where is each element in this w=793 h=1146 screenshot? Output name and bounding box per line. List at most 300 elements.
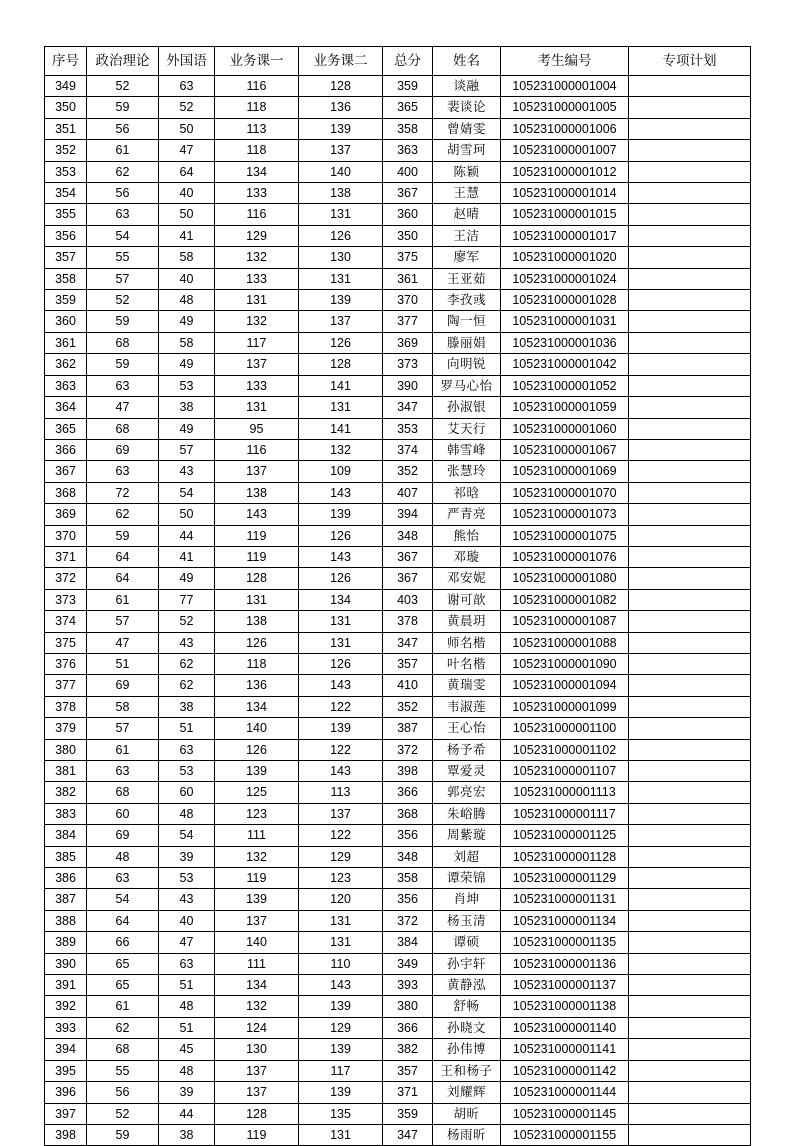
cell-major-subject-two: 139: [299, 118, 383, 139]
cell-major-subject-one: 116: [215, 76, 299, 97]
cell-politics: 55: [87, 1060, 159, 1081]
cell-foreign-language: 49: [159, 354, 215, 375]
cell-politics: 63: [87, 461, 159, 482]
cell-name: 覃爱灵: [433, 761, 501, 782]
cell-major-subject-two: 129: [299, 846, 383, 867]
cell-major-subject-one: 124: [215, 1017, 299, 1038]
cell-major-subject-one: 133: [215, 375, 299, 396]
cell-major-subject-two: 131: [299, 268, 383, 289]
cell-seq: 373: [45, 589, 87, 610]
cell-name: 王洁: [433, 225, 501, 246]
cell-special-plan: [629, 1082, 751, 1103]
cell-major-subject-one: 139: [215, 761, 299, 782]
cell-special-plan: [629, 1017, 751, 1038]
cell-total-score: 350: [383, 225, 433, 246]
cell-name: 张慧玲: [433, 461, 501, 482]
cell-special-plan: [629, 397, 751, 418]
score-table: [44, 46, 751, 1146]
table-row: [45, 825, 751, 846]
cell-special-plan: [629, 589, 751, 610]
cell-seq: 391: [45, 975, 87, 996]
cell-total-score: 352: [383, 696, 433, 717]
cell-major-subject-one: 133: [215, 183, 299, 204]
cell-major-subject-two: 139: [299, 718, 383, 739]
cell-politics: 57: [87, 611, 159, 632]
cell-total-score: 398: [383, 761, 433, 782]
cell-politics: 69: [87, 825, 159, 846]
cell-total-score: 359: [383, 1103, 433, 1124]
cell-major-subject-two: 131: [299, 397, 383, 418]
cell-seq: 385: [45, 846, 87, 867]
cell-total-score: 375: [383, 247, 433, 268]
cell-major-subject-one: 132: [215, 247, 299, 268]
cell-exam-number: 105231000001113: [501, 782, 629, 803]
cell-special-plan: [629, 675, 751, 696]
cell-major-subject-two: 126: [299, 568, 383, 589]
cell-special-plan: [629, 247, 751, 268]
cell-major-subject-two: 138: [299, 183, 383, 204]
cell-special-plan: [629, 761, 751, 782]
cell-major-subject-two: 143: [299, 546, 383, 567]
table-row: [45, 397, 751, 418]
cell-name: 邓璇: [433, 546, 501, 567]
cell-total-score: 410: [383, 675, 433, 696]
cell-major-subject-two: 122: [299, 696, 383, 717]
table-row: [45, 1039, 751, 1060]
cell-politics: 51: [87, 653, 159, 674]
cell-major-subject-one: 139: [215, 889, 299, 910]
cell-politics: 64: [87, 568, 159, 589]
cell-major-subject-one: 118: [215, 97, 299, 118]
cell-major-subject-two: 110: [299, 953, 383, 974]
cell-seq: 382: [45, 782, 87, 803]
cell-total-score: 353: [383, 418, 433, 439]
cell-major-subject-two: 131: [299, 932, 383, 953]
cell-total-score: 390: [383, 375, 433, 396]
table-row: [45, 1103, 751, 1124]
cell-exam-number: 105231000001087: [501, 611, 629, 632]
column-header-exam-number: 考生编号: [501, 47, 629, 76]
cell-total-score: 347: [383, 397, 433, 418]
cell-politics: 62: [87, 1017, 159, 1038]
cell-seq: 362: [45, 354, 87, 375]
cell-exam-number: 105231000001073: [501, 504, 629, 525]
cell-seq: 388: [45, 910, 87, 931]
cell-seq: 381: [45, 761, 87, 782]
table-row: [45, 354, 751, 375]
cell-seq: 352: [45, 140, 87, 161]
cell-exam-number: 105231000001136: [501, 953, 629, 974]
cell-major-subject-two: 120: [299, 889, 383, 910]
cell-exam-number: 105231000001155: [501, 1124, 629, 1145]
table-row: [45, 568, 751, 589]
cell-foreign-language: 53: [159, 868, 215, 889]
cell-foreign-language: 62: [159, 675, 215, 696]
cell-major-subject-one: 128: [215, 568, 299, 589]
cell-major-subject-two: 128: [299, 354, 383, 375]
cell-major-subject-two: 131: [299, 632, 383, 653]
cell-seq: 389: [45, 932, 87, 953]
cell-total-score: 352: [383, 461, 433, 482]
cell-major-subject-one: 128: [215, 1103, 299, 1124]
cell-foreign-language: 50: [159, 118, 215, 139]
cell-foreign-language: 48: [159, 996, 215, 1017]
cell-politics: 55: [87, 247, 159, 268]
cell-foreign-language: 39: [159, 846, 215, 867]
cell-total-score: 367: [383, 183, 433, 204]
cell-exam-number: 105231000001142: [501, 1060, 629, 1081]
cell-foreign-language: 58: [159, 332, 215, 353]
cell-politics: 54: [87, 225, 159, 246]
cell-foreign-language: 54: [159, 825, 215, 846]
cell-foreign-language: 48: [159, 290, 215, 311]
cell-total-score: 356: [383, 889, 433, 910]
cell-major-subject-one: 118: [215, 653, 299, 674]
cell-foreign-language: 40: [159, 910, 215, 931]
table-row: [45, 504, 751, 525]
column-header-special-plan: 专项计划: [629, 47, 751, 76]
cell-name: 廖军: [433, 247, 501, 268]
cell-politics: 64: [87, 910, 159, 931]
cell-name: 邓安妮: [433, 568, 501, 589]
cell-politics: 65: [87, 953, 159, 974]
cell-politics: 61: [87, 739, 159, 760]
cell-politics: 57: [87, 268, 159, 289]
cell-major-subject-one: 126: [215, 739, 299, 760]
cell-name: 胡雪珂: [433, 140, 501, 161]
cell-major-subject-one: 137: [215, 354, 299, 375]
cell-total-score: 367: [383, 546, 433, 567]
table-row: [45, 996, 751, 1017]
cell-exam-number: 105231000001140: [501, 1017, 629, 1038]
cell-politics: 63: [87, 204, 159, 225]
table-row: [45, 975, 751, 996]
cell-exam-number: 105231000001131: [501, 889, 629, 910]
cell-major-subject-one: 132: [215, 311, 299, 332]
cell-major-subject-one: 138: [215, 482, 299, 503]
cell-major-subject-two: 135: [299, 1103, 383, 1124]
cell-total-score: 356: [383, 825, 433, 846]
table-row: [45, 675, 751, 696]
cell-special-plan: [629, 97, 751, 118]
cell-foreign-language: 51: [159, 975, 215, 996]
cell-seq: 364: [45, 397, 87, 418]
cell-exam-number: 105231000001017: [501, 225, 629, 246]
table-row: [45, 611, 751, 632]
cell-total-score: 348: [383, 525, 433, 546]
column-header-seq: 序号: [45, 47, 87, 76]
cell-seq: 393: [45, 1017, 87, 1038]
cell-major-subject-two: 122: [299, 825, 383, 846]
cell-foreign-language: 50: [159, 204, 215, 225]
cell-seq: 363: [45, 375, 87, 396]
cell-politics: 68: [87, 418, 159, 439]
table-header: [45, 47, 751, 76]
cell-total-score: 357: [383, 653, 433, 674]
cell-major-subject-one: 126: [215, 632, 299, 653]
cell-major-subject-two: 139: [299, 996, 383, 1017]
cell-major-subject-one: 131: [215, 290, 299, 311]
cell-politics: 47: [87, 397, 159, 418]
table-row: [45, 225, 751, 246]
cell-special-plan: [629, 996, 751, 1017]
cell-special-plan: [629, 546, 751, 567]
cell-seq: 398: [45, 1124, 87, 1145]
cell-major-subject-two: 123: [299, 868, 383, 889]
cell-total-score: 369: [383, 332, 433, 353]
cell-name: 舒畅: [433, 996, 501, 1017]
cell-major-subject-two: 137: [299, 311, 383, 332]
cell-foreign-language: 43: [159, 889, 215, 910]
cell-name: 孙伟博: [433, 1039, 501, 1060]
cell-exam-number: 105231000001052: [501, 375, 629, 396]
cell-major-subject-two: 126: [299, 332, 383, 353]
cell-total-score: 367: [383, 568, 433, 589]
cell-foreign-language: 52: [159, 611, 215, 632]
cell-major-subject-one: 133: [215, 268, 299, 289]
cell-exam-number: 105231000001141: [501, 1039, 629, 1060]
cell-name: 肖坤: [433, 889, 501, 910]
cell-special-plan: [629, 140, 751, 161]
cell-major-subject-two: 137: [299, 803, 383, 824]
cell-major-subject-one: 143: [215, 504, 299, 525]
cell-exam-number: 105231000001020: [501, 247, 629, 268]
cell-exam-number: 105231000001005: [501, 97, 629, 118]
cell-total-score: 347: [383, 632, 433, 653]
cell-major-subject-two: 136: [299, 97, 383, 118]
table-row: [45, 247, 751, 268]
table-row: [45, 161, 751, 182]
cell-seq: 390: [45, 953, 87, 974]
cell-major-subject-two: 141: [299, 418, 383, 439]
cell-major-subject-two: 139: [299, 1082, 383, 1103]
cell-name: 周紫璇: [433, 825, 501, 846]
cell-politics: 61: [87, 589, 159, 610]
cell-seq: 376: [45, 653, 87, 674]
cell-exam-number: 105231000001138: [501, 996, 629, 1017]
cell-foreign-language: 62: [159, 653, 215, 674]
table-row: [45, 782, 751, 803]
cell-foreign-language: 53: [159, 375, 215, 396]
cell-name: 严青亮: [433, 504, 501, 525]
cell-name: 谭荣锦: [433, 868, 501, 889]
table-body: [45, 76, 751, 1146]
cell-foreign-language: 41: [159, 225, 215, 246]
cell-special-plan: [629, 825, 751, 846]
cell-seq: 392: [45, 996, 87, 1017]
cell-total-score: 366: [383, 782, 433, 803]
cell-special-plan: [629, 718, 751, 739]
cell-exam-number: 105231000001080: [501, 568, 629, 589]
cell-total-score: 394: [383, 504, 433, 525]
cell-foreign-language: 58: [159, 247, 215, 268]
cell-foreign-language: 51: [159, 1017, 215, 1038]
cell-foreign-language: 52: [159, 97, 215, 118]
cell-major-subject-one: 137: [215, 1060, 299, 1081]
cell-name: 罗马心怡: [433, 375, 501, 396]
cell-foreign-language: 44: [159, 525, 215, 546]
cell-total-score: 348: [383, 846, 433, 867]
cell-special-plan: [629, 910, 751, 931]
cell-special-plan: [629, 611, 751, 632]
cell-foreign-language: 38: [159, 696, 215, 717]
cell-foreign-language: 53: [159, 761, 215, 782]
cell-seq: 369: [45, 504, 87, 525]
cell-exam-number: 105231000001060: [501, 418, 629, 439]
cell-foreign-language: 49: [159, 311, 215, 332]
cell-foreign-language: 57: [159, 439, 215, 460]
cell-exam-number: 105231000001036: [501, 332, 629, 353]
cell-major-subject-one: 131: [215, 589, 299, 610]
cell-major-subject-two: 126: [299, 525, 383, 546]
cell-name: 叶名楷: [433, 653, 501, 674]
cell-major-subject-one: 125: [215, 782, 299, 803]
cell-seq: 396: [45, 1082, 87, 1103]
cell-major-subject-two: 132: [299, 439, 383, 460]
table-row: [45, 204, 751, 225]
cell-exam-number: 105231000001128: [501, 846, 629, 867]
table-row: [45, 268, 751, 289]
cell-special-plan: [629, 76, 751, 97]
table-row: [45, 418, 751, 439]
table-row: [45, 290, 751, 311]
cell-major-subject-two: 117: [299, 1060, 383, 1081]
cell-foreign-language: 49: [159, 568, 215, 589]
cell-politics: 56: [87, 1082, 159, 1103]
cell-special-plan: [629, 418, 751, 439]
cell-exam-number: 105231000001042: [501, 354, 629, 375]
cell-special-plan: [629, 953, 751, 974]
cell-name: 杨予希: [433, 739, 501, 760]
cell-total-score: 387: [383, 718, 433, 739]
cell-major-subject-one: 118: [215, 140, 299, 161]
cell-total-score: 407: [383, 482, 433, 503]
cell-name: 陈颖: [433, 161, 501, 182]
cell-politics: 58: [87, 696, 159, 717]
cell-name: 王亚茹: [433, 268, 501, 289]
cell-major-subject-two: 128: [299, 76, 383, 97]
cell-major-subject-one: 138: [215, 611, 299, 632]
table-row: [45, 311, 751, 332]
cell-exam-number: 105231000001024: [501, 268, 629, 289]
table-row: [45, 761, 751, 782]
cell-foreign-language: 63: [159, 739, 215, 760]
cell-special-plan: [629, 183, 751, 204]
table-row: [45, 846, 751, 867]
cell-major-subject-two: 139: [299, 504, 383, 525]
cell-major-subject-two: 143: [299, 975, 383, 996]
cell-exam-number: 105231000001100: [501, 718, 629, 739]
cell-seq: 360: [45, 311, 87, 332]
cell-exam-number: 105231000001006: [501, 118, 629, 139]
cell-politics: 68: [87, 1039, 159, 1060]
table-row: [45, 140, 751, 161]
cell-special-plan: [629, 311, 751, 332]
cell-special-plan: [629, 525, 751, 546]
table-row: [45, 696, 751, 717]
cell-name: 王慧: [433, 183, 501, 204]
cell-exam-number: 105231000001094: [501, 675, 629, 696]
cell-name: 韦淑莲: [433, 696, 501, 717]
table-row: [45, 1124, 751, 1145]
cell-seq: 371: [45, 546, 87, 567]
table-row: [45, 1017, 751, 1038]
cell-politics: 52: [87, 76, 159, 97]
cell-total-score: 372: [383, 739, 433, 760]
cell-foreign-language: 41: [159, 546, 215, 567]
cell-special-plan: [629, 482, 751, 503]
cell-foreign-language: 47: [159, 932, 215, 953]
cell-exam-number: 105231000001007: [501, 140, 629, 161]
cell-exam-number: 105231000001090: [501, 653, 629, 674]
cell-politics: 69: [87, 439, 159, 460]
cell-politics: 65: [87, 975, 159, 996]
cell-seq: 379: [45, 718, 87, 739]
cell-name: 刘耀辉: [433, 1082, 501, 1103]
table-row: [45, 932, 751, 953]
cell-name: 胡昕: [433, 1103, 501, 1124]
cell-exam-number: 105231000001014: [501, 183, 629, 204]
cell-major-subject-one: 119: [215, 1124, 299, 1145]
cell-special-plan: [629, 375, 751, 396]
cell-major-subject-one: 131: [215, 397, 299, 418]
cell-special-plan: [629, 868, 751, 889]
cell-politics: 63: [87, 375, 159, 396]
cell-special-plan: [629, 290, 751, 311]
cell-major-subject-two: 126: [299, 653, 383, 674]
cell-name: 谢可歆: [433, 589, 501, 610]
cell-total-score: 378: [383, 611, 433, 632]
cell-foreign-language: 38: [159, 397, 215, 418]
cell-major-subject-one: 116: [215, 439, 299, 460]
cell-special-plan: [629, 889, 751, 910]
cell-politics: 59: [87, 354, 159, 375]
table-row: [45, 889, 751, 910]
cell-exam-number: 105231000001031: [501, 311, 629, 332]
table-row: [45, 332, 751, 353]
cell-seq: 350: [45, 97, 87, 118]
cell-foreign-language: 43: [159, 632, 215, 653]
cell-major-subject-two: 131: [299, 611, 383, 632]
cell-major-subject-one: 129: [215, 225, 299, 246]
cell-name: 杨雨昕: [433, 1124, 501, 1145]
cell-name: 熊怡: [433, 525, 501, 546]
cell-special-plan: [629, 161, 751, 182]
cell-special-plan: [629, 1039, 751, 1060]
cell-total-score: 374: [383, 439, 433, 460]
cell-special-plan: [629, 504, 751, 525]
cell-foreign-language: 47: [159, 140, 215, 161]
table-row: [45, 97, 751, 118]
cell-seq: 349: [45, 76, 87, 97]
cell-exam-number: 105231000001099: [501, 696, 629, 717]
table-row: [45, 653, 751, 674]
table-row: [45, 803, 751, 824]
table-header-row: [45, 47, 751, 76]
cell-seq: 377: [45, 675, 87, 696]
cell-foreign-language: 44: [159, 1103, 215, 1124]
cell-major-subject-one: 117: [215, 332, 299, 353]
cell-exam-number: 105231000001088: [501, 632, 629, 653]
cell-exam-number: 105231000001015: [501, 204, 629, 225]
cell-special-plan: [629, 461, 751, 482]
cell-name: 李孜彧: [433, 290, 501, 311]
cell-politics: 69: [87, 675, 159, 696]
cell-politics: 62: [87, 161, 159, 182]
cell-politics: 63: [87, 868, 159, 889]
cell-special-plan: [629, 782, 751, 803]
cell-total-score: 349: [383, 953, 433, 974]
